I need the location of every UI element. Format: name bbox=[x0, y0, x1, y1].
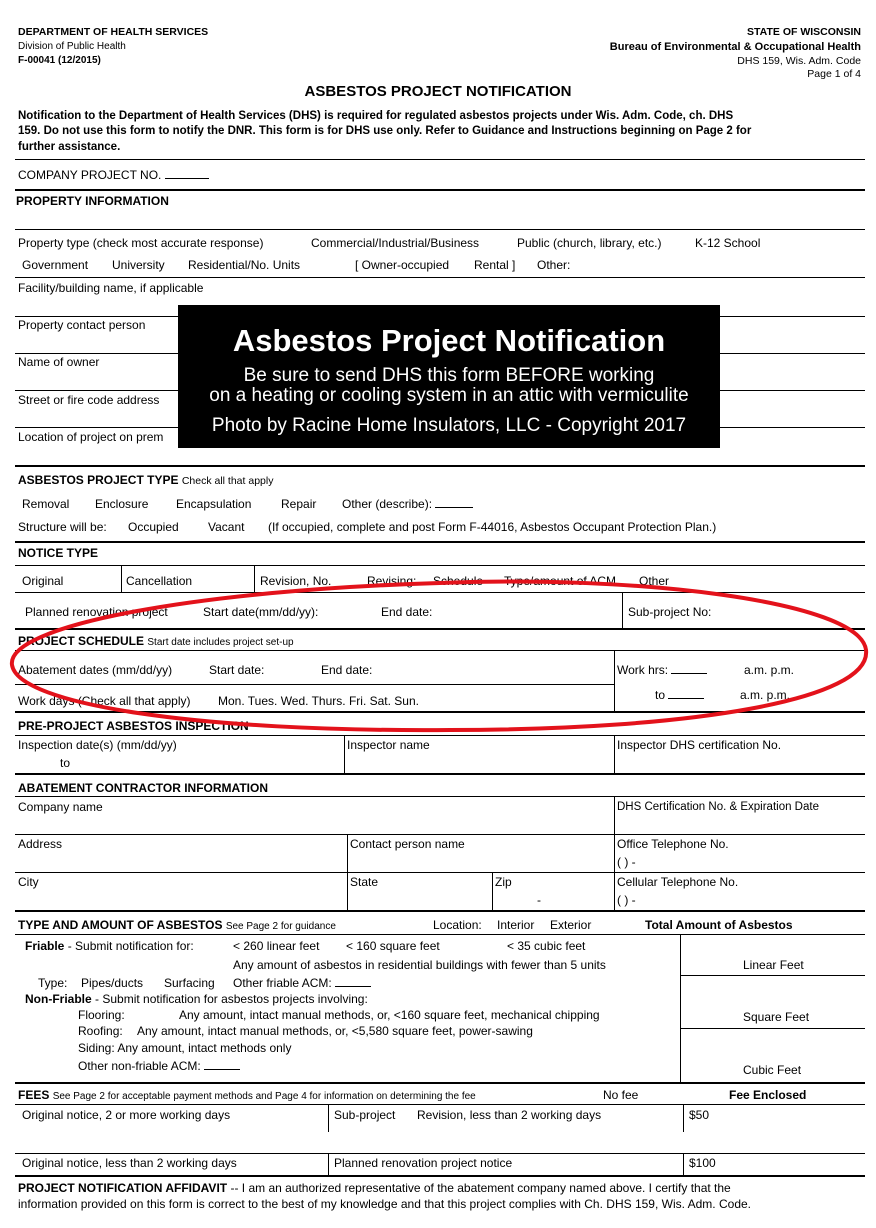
type-repair[interactable]: Repair bbox=[281, 497, 317, 511]
fee-enclosed-heading: Fee Enclosed bbox=[729, 1088, 807, 1102]
friable-square: < 160 square feet bbox=[346, 939, 440, 953]
cubic-feet-label[interactable]: Cubic Feet bbox=[743, 1063, 802, 1077]
option-rental[interactable]: Rental ] bbox=[474, 258, 516, 272]
property-heading: PROPERTY INFORMATION bbox=[16, 194, 169, 208]
company-project-no-label: COMPANY PROJECT NO. bbox=[18, 168, 209, 182]
option-public[interactable]: Public (church, library, etc.) bbox=[517, 236, 662, 250]
location-label: Location: bbox=[433, 918, 482, 932]
abatement-start-date[interactable]: Start date: bbox=[209, 663, 265, 677]
dhs-cert-field[interactable]: DHS Certification No. & Expiration Date bbox=[617, 801, 819, 813]
planned-end-date[interactable]: End date: bbox=[381, 605, 433, 619]
property-type-label: Property type (check most accurate response) bbox=[18, 236, 264, 250]
inspection-heading: PRE-PROJECT ASBESTOS INSPECTION bbox=[18, 719, 249, 733]
revising-type-amount[interactable]: Type/amount of ACM bbox=[504, 574, 617, 588]
bureau-name: Bureau of Environmental & Occupational Health bbox=[609, 41, 861, 53]
work-days-options[interactable]: Mon. Tues. Wed. Thurs. Fri. Sat. Sun. bbox=[218, 694, 419, 708]
revising-label: Revising: bbox=[367, 574, 417, 588]
linear-feet-label[interactable]: Linear Feet bbox=[743, 958, 804, 972]
zip-dash: - bbox=[537, 893, 541, 907]
structure-occupied[interactable]: Occupied bbox=[128, 520, 179, 534]
friable-label: Friable - Submit notification for: bbox=[25, 939, 194, 953]
owner-name-field[interactable]: Name of owner bbox=[18, 355, 100, 369]
code-reference: DHS 159, Wis. Adm. Code bbox=[737, 55, 861, 67]
street-address-field[interactable]: Street or fire code address bbox=[18, 393, 160, 407]
other-friable-acm[interactable]: Other friable ACM: bbox=[233, 976, 371, 990]
city-field[interactable]: City bbox=[18, 875, 39, 889]
total-amount-heading: Total Amount of Asbestos bbox=[645, 918, 793, 932]
planned-start-date[interactable]: Start date(mm/dd/yy): bbox=[203, 605, 319, 619]
cell-telephone-field[interactable]: Cellular Telephone No. bbox=[617, 875, 739, 889]
roofing-text: Any amount, intact manual methods, or, <5,580 square feet, power-sawing bbox=[137, 1024, 533, 1038]
department-name: DEPARTMENT OF HEALTH SERVICES bbox=[18, 26, 209, 38]
work-hours-to-ampm[interactable]: a.m. p.m. bbox=[740, 688, 791, 702]
fee-none[interactable]: No fee bbox=[603, 1088, 639, 1102]
other-nonfriable-acm[interactable]: Other non-friable ACM: bbox=[78, 1059, 240, 1073]
option-university[interactable]: University bbox=[112, 258, 165, 272]
notice-original[interactable]: Original bbox=[22, 574, 64, 588]
intro-line-3: further assistance. bbox=[18, 141, 121, 153]
fee-100: $100 bbox=[689, 1156, 716, 1170]
option-k12[interactable]: K-12 School bbox=[695, 236, 761, 250]
type-pipes-ducts[interactable]: Pipes/ducts bbox=[81, 976, 144, 990]
contractor-heading: ABATEMENT CONTRACTOR INFORMATION bbox=[18, 781, 268, 795]
affidavit-line-2: information provided on this form is correct to the best of my knowledge and that this project complies with Ch. DHS 159, Wis. Adm. Code. bbox=[18, 1197, 751, 1211]
schedule-heading: PROJECT SCHEDULE Start date includes project set-up bbox=[18, 634, 294, 648]
division-name: Division of Public Health bbox=[18, 41, 126, 52]
fee-original-lt2[interactable]: Original notice, less than 2 working days bbox=[22, 1156, 237, 1170]
structure-vacant[interactable]: Vacant bbox=[208, 520, 245, 534]
notice-revision-no[interactable]: Revision, No. bbox=[260, 574, 332, 588]
intro-line-2: 159. Do not use this form to notify the DNR. This form is for DHS use only. Refer to Guidance and Instructions beginning on Page 2 for bbox=[18, 125, 752, 137]
revising-other[interactable]: Other bbox=[639, 574, 670, 588]
occupied-note: (If occupied, complete and post Form F-44016, Asbestos Occupant Protection Plan.) bbox=[268, 520, 717, 534]
flooring-label: Flooring: bbox=[78, 1008, 125, 1022]
state-field[interactable]: State bbox=[350, 875, 379, 889]
notice-cancellation[interactable]: Cancellation bbox=[126, 574, 193, 588]
inspector-cert-field[interactable]: Inspector DHS certification No. bbox=[617, 738, 782, 752]
notice-type-heading: NOTICE TYPE bbox=[18, 546, 99, 560]
fee-50: $50 bbox=[689, 1108, 710, 1122]
option-owner-occupied[interactable]: [ Owner-occupied bbox=[355, 258, 450, 272]
overlay-title: Asbestos Project Notification bbox=[232, 323, 666, 358]
office-telephone-format: ( ) - bbox=[617, 855, 636, 869]
page-number: Page 1 of 4 bbox=[807, 68, 861, 80]
friable-linear: < 260 linear feet bbox=[233, 939, 320, 953]
planned-renovation[interactable]: Planned renovation project bbox=[25, 605, 168, 619]
roofing-label: Roofing: bbox=[78, 1024, 123, 1038]
type-other[interactable]: Other (describe): bbox=[342, 497, 473, 511]
siding-text: Siding: Any amount, intact methods only bbox=[78, 1041, 292, 1055]
affidavit-line-1: PROJECT NOTIFICATION AFFIDAVIT -- I am an authorized representative of the abatement company named above. I certify that the bbox=[18, 1181, 731, 1195]
work-hours-from-ampm[interactable]: a.m. p.m. bbox=[744, 663, 795, 677]
option-government[interactable]: Government bbox=[22, 258, 89, 272]
flooring-text: Any amount, intact manual methods, or, <160 square feet, mechanical chipping bbox=[179, 1008, 600, 1022]
overlay-line-3: Photo by Racine Home Insulators, LLC - Copyright 2017 bbox=[211, 415, 687, 436]
friable-cubic: < 35 cubic feet bbox=[507, 939, 586, 953]
fee-revision-lt2[interactable]: Revision, less than 2 working days bbox=[417, 1108, 602, 1122]
square-feet-label[interactable]: Square Feet bbox=[743, 1010, 810, 1024]
form-title: ASBESTOS PROJECT NOTIFICATION bbox=[304, 83, 572, 100]
type-removal[interactable]: Removal bbox=[22, 497, 70, 511]
type-enclosure[interactable]: Enclosure bbox=[95, 497, 149, 511]
office-telephone-field[interactable]: Office Telephone No. bbox=[617, 837, 729, 851]
subproject-no[interactable]: Sub-project No: bbox=[628, 605, 712, 619]
contact-person-field[interactable]: Contact person name bbox=[350, 837, 465, 851]
overlay-line-2: on a heating or cooling system in an attic with vermiculite bbox=[209, 385, 689, 406]
work-days-label: Work days (Check all that apply) bbox=[18, 694, 191, 708]
option-other[interactable]: Other: bbox=[537, 258, 571, 272]
inspector-name-field[interactable]: Inspector name bbox=[347, 738, 430, 752]
amount-heading: TYPE AND AMOUNT OF ASBESTOS See Page 2 for guidance bbox=[18, 918, 336, 932]
zip-field[interactable]: Zip bbox=[495, 875, 512, 889]
type-encapsulation[interactable]: Encapsulation bbox=[176, 497, 252, 511]
work-hours-to[interactable]: to bbox=[655, 688, 704, 702]
project-type-heading: ASBESTOS PROJECT TYPE Check all that apply bbox=[18, 473, 274, 487]
structure-label: Structure will be: bbox=[18, 520, 107, 534]
fee-subproject[interactable]: Sub-project bbox=[334, 1108, 396, 1122]
form-number: F-00041 (12/2015) bbox=[18, 55, 101, 66]
option-commercial[interactable]: Commercial/Industrial/Business bbox=[311, 236, 480, 250]
intro-line-1: Notification to the Department of Health Services (DHS) is required for regulated asbestos projects under Wis. Adm. Code, ch. DHS bbox=[18, 110, 734, 122]
nonfriable-label: Non-Friable - Submit notification for asbestos projects involving: bbox=[25, 992, 368, 1006]
option-residential[interactable]: Residential/No. Units bbox=[188, 258, 301, 272]
fee-original-2plus[interactable]: Original notice, 2 or more working days bbox=[22, 1108, 231, 1122]
overlay-line-1: Be sure to send DHS this form BEFORE working bbox=[243, 365, 655, 386]
cell-telephone-format: ( ) - bbox=[617, 893, 636, 907]
company-name-field[interactable]: Company name bbox=[18, 800, 103, 814]
address-field[interactable]: Address bbox=[18, 837, 63, 851]
project-location-field[interactable]: Location of project on prem bbox=[18, 430, 164, 444]
type-surfacing[interactable]: Surfacing bbox=[164, 976, 215, 990]
inspection-dates-field[interactable]: Inspection date(s) (mm/dd/yy) bbox=[18, 738, 177, 752]
property-contact-field[interactable]: Property contact person bbox=[18, 318, 146, 332]
type-label: Type: bbox=[38, 976, 68, 990]
revising-schedule[interactable]: Schedule bbox=[433, 574, 484, 588]
fees-heading: FEES See Page 2 for acceptable payment methods and Page 4 for information on determining the fee bbox=[18, 1088, 476, 1102]
fee-planned-renovation[interactable]: Planned renovation project notice bbox=[334, 1156, 513, 1170]
work-hours-from[interactable]: Work hrs: bbox=[617, 663, 707, 677]
state-name: STATE OF WISCONSIN bbox=[747, 26, 861, 38]
abatement-dates-label: Abatement dates (mm/dd/yy) bbox=[18, 663, 173, 677]
location-exterior[interactable]: Exterior bbox=[550, 918, 592, 932]
abatement-end-date[interactable]: End date: bbox=[321, 663, 373, 677]
friable-residential-note: Any amount of asbestos in residential buildings with fewer than 5 units bbox=[233, 958, 606, 972]
location-interior[interactable]: Interior bbox=[497, 918, 535, 932]
facility-name-field[interactable]: Facility/building name, if applicable bbox=[18, 281, 204, 295]
inspection-to: to bbox=[60, 756, 71, 770]
